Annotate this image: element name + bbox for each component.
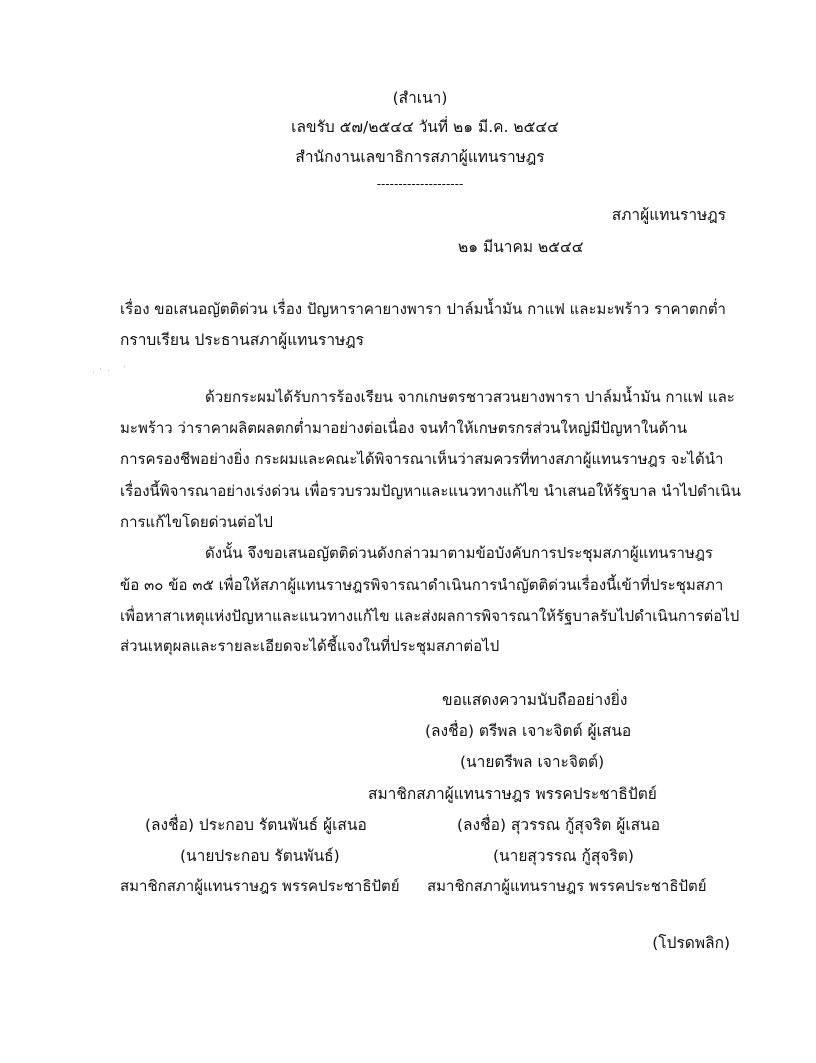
- copy-label: (สำเนา): [392, 89, 448, 107]
- main-signatory-position: สมาชิกสภาผู้แทนราษฎร พรรคประชาธิปัตย์: [368, 785, 657, 803]
- scan-speck: [124, 366, 125, 367]
- body-p1-line-2: มะพร้าว ว่าราคาผลิตผลตกต่ำมาอย่างต่อเนื่อง จนทำให้เกษตรกรส่วนใหญ่มีปัญหาในด้าน: [120, 419, 687, 437]
- body-p2-line-1: ดังนั้น จึงขอเสนอญัตติด่วนดังกล่าวมาตามข้อบังคับการประชุมสภาผู้แทนราษฎร: [205, 544, 713, 562]
- right-signatory-name: (นายสุวรรณ กู้สุจริต): [493, 847, 634, 865]
- body-p2-line-4: ส่วนเหตุผลและรายละเอียดจะได้ชี้แจงในที่ประชุมสภาต่อไป: [120, 637, 500, 655]
- right-signatory-position: สมาชิกสภาผู้แทนราษฎร พรรคประชาธิปัตย์: [427, 877, 707, 895]
- body-p1-line-1: ด้วยกระผมได้รับการร้องเรียน จากเกษตรชาวสวนยางพารา ปาล์มน้ำมัน กาแฟ และ: [205, 388, 735, 406]
- right-signatory-signed: (ลงชื่อ) สุวรรณ กู้สุจริต ผู้เสนอ: [457, 816, 661, 834]
- subject-line: เรื่อง ขอเสนอญัตติด่วน เรื่อง ปัญหาราคายางพารา ปาล์มน้ำมัน กาแฟ และมะพร้าว ราคาตกต่ำ: [120, 300, 726, 318]
- left-signatory-signed: (ลงชื่อ) ประกอบ รัตนพันธ์ ผู้เสนอ: [145, 816, 367, 834]
- left-signatory-name: (นายประกอบ รัตนพันธ์): [180, 847, 340, 865]
- footer-note: (โปรดพลิก): [652, 934, 730, 952]
- body-p1-line-4: เรื่องนี้พิจารณาอย่างเร่งด่วน เพื่อรวบรวมปัญหาและแนวทางแก้ไข นำเสนอให้รัฐบาล นำไปดำเนิน: [120, 482, 741, 500]
- main-signatory-name: (นายตรีพล เจาะจิตต์): [460, 753, 605, 771]
- left-signatory-position: สมาชิกสภาผู้แทนราษฎร พรรคประชาธิปัตย์: [120, 877, 400, 895]
- office-name: สำนักงานเลขาธิการสภาผู้แทนราษฎร: [295, 148, 545, 166]
- scan-speck: [108, 370, 109, 371]
- body-p2-line-3: เพื่อหาสาเหตุแห่งปัญหาและแนวทางแก้ไข และส่งผลการพิจารณาให้รัฐบาลรับไปดำเนินการต่อไป: [120, 607, 740, 625]
- scan-speck: [100, 368, 101, 369]
- document-date: ๒๑ มีนาคม ๒๕๔๔: [458, 238, 584, 256]
- header-divider: --------------------: [376, 177, 464, 191]
- salutation: กราบเรียน ประธานสภาผู้แทนราษฎร: [120, 331, 364, 349]
- receipt-line: เลขรับ ๕๗/๒๕๔๔ วันที่ ๒๑ มี.ค. ๒๕๔๔: [291, 118, 559, 136]
- body-p2-line-2: ข้อ ๓๐ ข้อ ๓๕ เพื่อให้สภาผู้แทนราษฎรพิจารณาดำเนินการนำญัตติด่วนเรื่องนี้เข้าที่ประชุมสภา: [120, 576, 724, 594]
- main-signatory-signed: (ลงชื่อ) ตรีพล เจาะจิตต์ ผู้เสนอ: [425, 722, 632, 740]
- addressee-place: สภาผู้แทนราษฎร: [611, 206, 726, 224]
- scan-speck: [93, 372, 94, 373]
- body-p1-line-5: การแก้ไขโดยด่วนต่อไป: [120, 513, 273, 531]
- body-p1-line-3: การครองชีพอย่างยิ่ง กระผมและคณะได้พิจารณาเห็นว่าสมควรที่ทางสภาผู้แทนราษฎร จะได้นำ: [120, 450, 724, 468]
- closing: ขอแสดงความนับถืออย่างยิ่ง: [442, 691, 628, 709]
